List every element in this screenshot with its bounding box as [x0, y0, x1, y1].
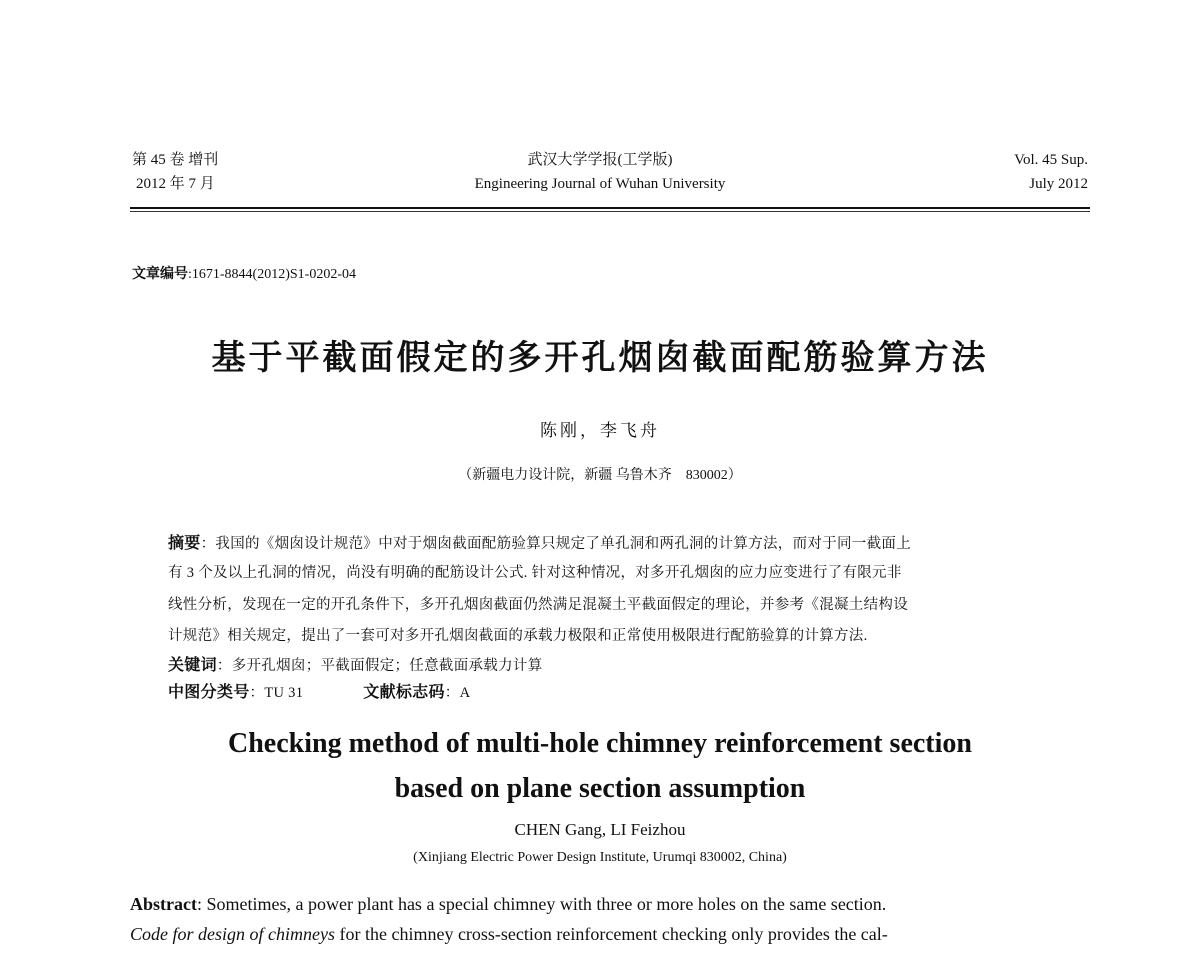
classification: [168, 679, 470, 702]
abstract-en-label: Abstract: [130, 894, 197, 914]
code-title-italic: Code for design of chimneys: [130, 924, 335, 944]
keywords-value: ：多开孔烟囱；平截面假定；任意截面承载力计算: [216, 658, 543, 674]
keywords-cn: [168, 652, 543, 675]
clc-value: ：TU 31: [249, 685, 304, 701]
abstract-en-line: [130, 924, 888, 945]
abstract-en-text: for the chimney cross-section reinforcement checking only provides the cal-: [334, 924, 888, 944]
keywords-label: 关键词: [168, 655, 217, 674]
affiliation-en: (Xinjiang Electric Power Design Institute, Urumqi 830002, China): [413, 850, 787, 865]
page-title-en-line2: based on plane section assumption: [394, 773, 806, 804]
journal-name-cn: 武汉大学学报(工学版): [527, 152, 673, 168]
clc-label: 中图分类号: [168, 682, 250, 701]
authors-cn: 陈刚，李飞舟: [540, 421, 660, 440]
doc-code-value: ：A: [444, 685, 471, 701]
abstract-cn-line: 线性分析，发现在一定的开孔条件下，多开孔烟囱截面仍然满足混凝土平截面假定的理论，并参考《混凝土结构设: [168, 597, 908, 613]
abstract-cn-line: 有 3 个及以上孔洞的情况，尚没有明确的配筋设计公式. 针对这种情况，对多开孔烟囱的应力应变进行了有限元非: [168, 565, 902, 581]
header-rule: [130, 207, 1090, 209]
affiliation-cn: （新疆电力设计院，新疆 乌鲁木齐 830002）: [458, 468, 742, 483]
journal-name-en: Engineering Journal of Wuhan University: [474, 176, 726, 192]
article-number: [132, 263, 356, 283]
abstract-cn-line: [168, 530, 911, 553]
article-number-value: :1671-8844(2012)S1-0202-04: [188, 267, 356, 282]
page-title-en-line1: Checking method of multi-hole chimney reinforcement section: [228, 728, 972, 759]
volume-issue: 第 45 卷 增刊: [132, 152, 219, 168]
volume-info-en: [1014, 148, 1088, 196]
article-number-label: 文章编号: [132, 266, 188, 282]
abstract-cn-label: 摘要: [168, 533, 201, 552]
authors-en: CHEN Gang, LI Feizhou: [514, 820, 686, 839]
volume-en: Vol. 45 Sup.: [1014, 152, 1088, 168]
page-title-cn: 基于平截面假定的多开孔烟囱截面配筋验算方法: [211, 338, 989, 378]
publication-date-cn: 2012 年 7 月: [136, 176, 215, 192]
publication-date-en: July 2012: [1029, 176, 1088, 192]
abstract-en-text: : Sometimes, a power plant has a special chimney with three or more holes on the same section.: [196, 894, 887, 914]
abstract-cn-line: 计规范》相关规定，提出了一套可对多开孔烟囱截面的承载力极限和正常使用极限进行配筋验算的计算方法.: [168, 628, 868, 644]
header-rule-thin: [130, 211, 1090, 212]
abstract-en-line: [130, 894, 886, 915]
abstract-cn-text: ：我国的《烟囱设计规范》中对于烟囱截面配筋验算只规定了单孔洞和两孔洞的计算方法，而对于同一截面上: [200, 536, 912, 552]
doc-code-label: 文献标志码: [363, 682, 445, 701]
